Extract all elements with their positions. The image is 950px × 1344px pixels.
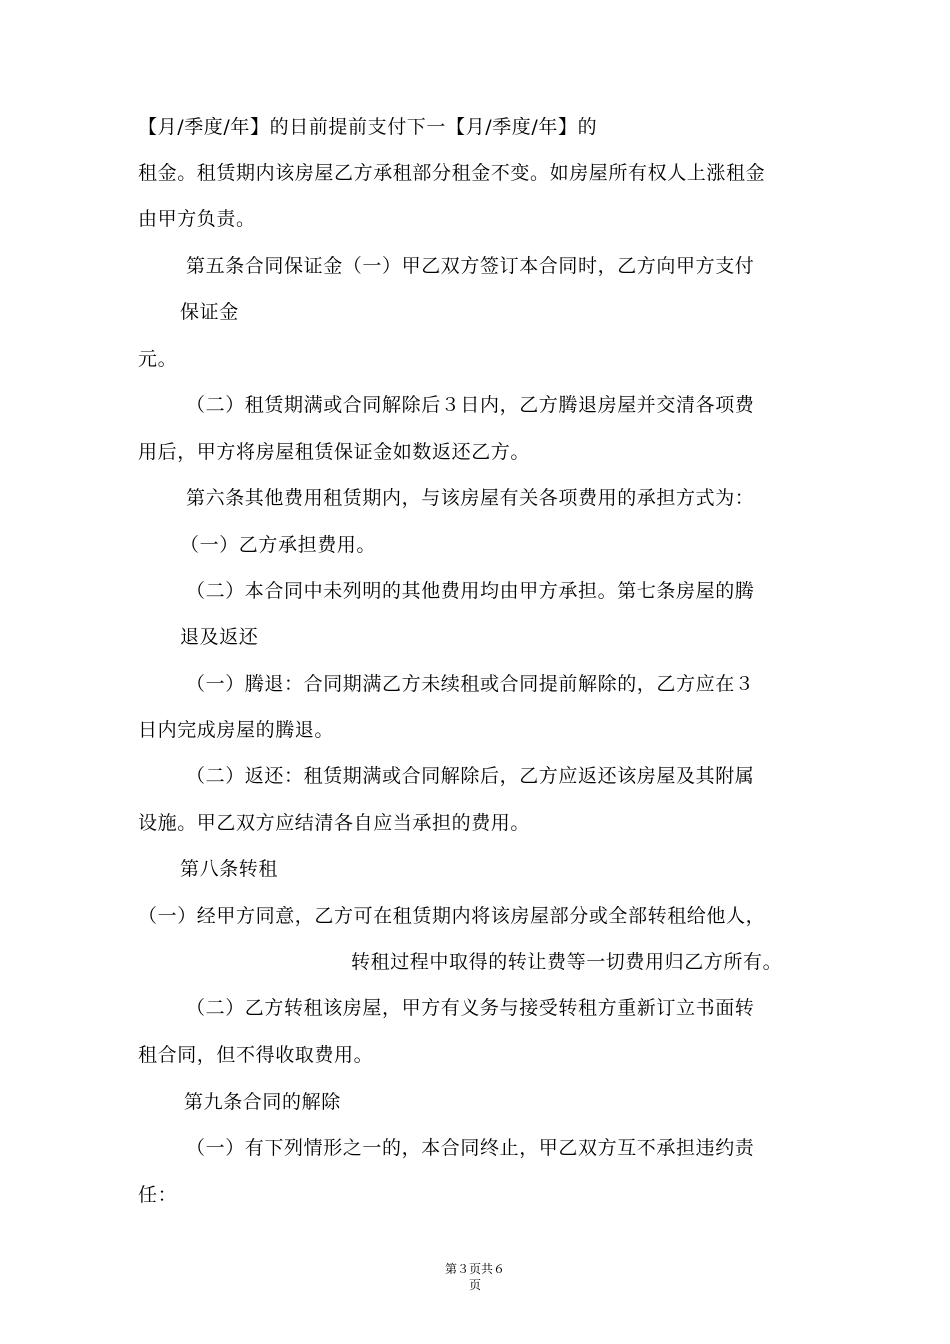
text-line: 日内完成房屋的腾退。 (138, 719, 335, 741)
text-line: 第六条其他费用租赁期内，与该房屋有关各项费用的承担方式为： (186, 487, 755, 509)
text-line: （一）有下列情形之一的，本合同终止，甲乙双方互不承担违约责 (186, 1137, 755, 1159)
text-line: （二）返还：租赁期满或合同解除后，乙方应返还该房屋及其附属 (186, 765, 755, 787)
page-number-line-2: 页 (468, 1278, 481, 1292)
text-line: 元。 (138, 348, 178, 370)
text-line: （一）乙方承担费用。 (180, 534, 377, 556)
page-number (0, 1261, 950, 1293)
text-line: 设施。甲乙双方应结清各自应当承担的费用。 (138, 812, 531, 834)
text-line: （二）租赁期满或合同解除后３日内，乙方腾退房屋并交清各项费 (186, 394, 755, 416)
text-line: 退及返还 (180, 626, 259, 648)
text-line: 租金。租赁期内该房屋乙方承租部分租金不变。如房屋所有权人上涨租金 (138, 162, 766, 184)
text-line: 第九条合同的解除 (184, 1091, 341, 1113)
text-line: 【月/季度/年】的日前提前支付下一【月/季度/年】的 (138, 116, 598, 138)
text-line: （二）本合同中未列明的其他费用均由甲方承担。第七条房屋的腾 (186, 580, 755, 602)
text-line: （一）腾退：合同期满乙方未续租或合同提前解除的，乙方应在３ (186, 673, 755, 695)
page-number-line-1: 第３页共６ (444, 1262, 505, 1276)
text-line: 第五条合同保证金（一）甲乙双方签订本合同时，乙方向甲方支付 (186, 255, 755, 277)
text-line: 租合同，但不得收取费用。 (138, 1044, 374, 1066)
text-line: 转租过程中取得的转让费等一切费用归乙方所有。 (351, 951, 783, 973)
text-line: 保证金 (180, 301, 239, 323)
text-line: （二）乙方转租该房屋，甲方有义务与接受转租方重新订立书面转 (186, 997, 755, 1019)
text-line: 由甲方负责。 (138, 208, 256, 230)
text-line: （一）经甲方同意，乙方可在租赁期内将该房屋部分或全部转租给他人， (138, 905, 766, 927)
text-line: 第八条转租 (180, 858, 279, 880)
text-line: 用后，甲方将房屋租赁保证金如数返还乙方。 (138, 441, 531, 463)
text-line: 任： (138, 1184, 178, 1206)
